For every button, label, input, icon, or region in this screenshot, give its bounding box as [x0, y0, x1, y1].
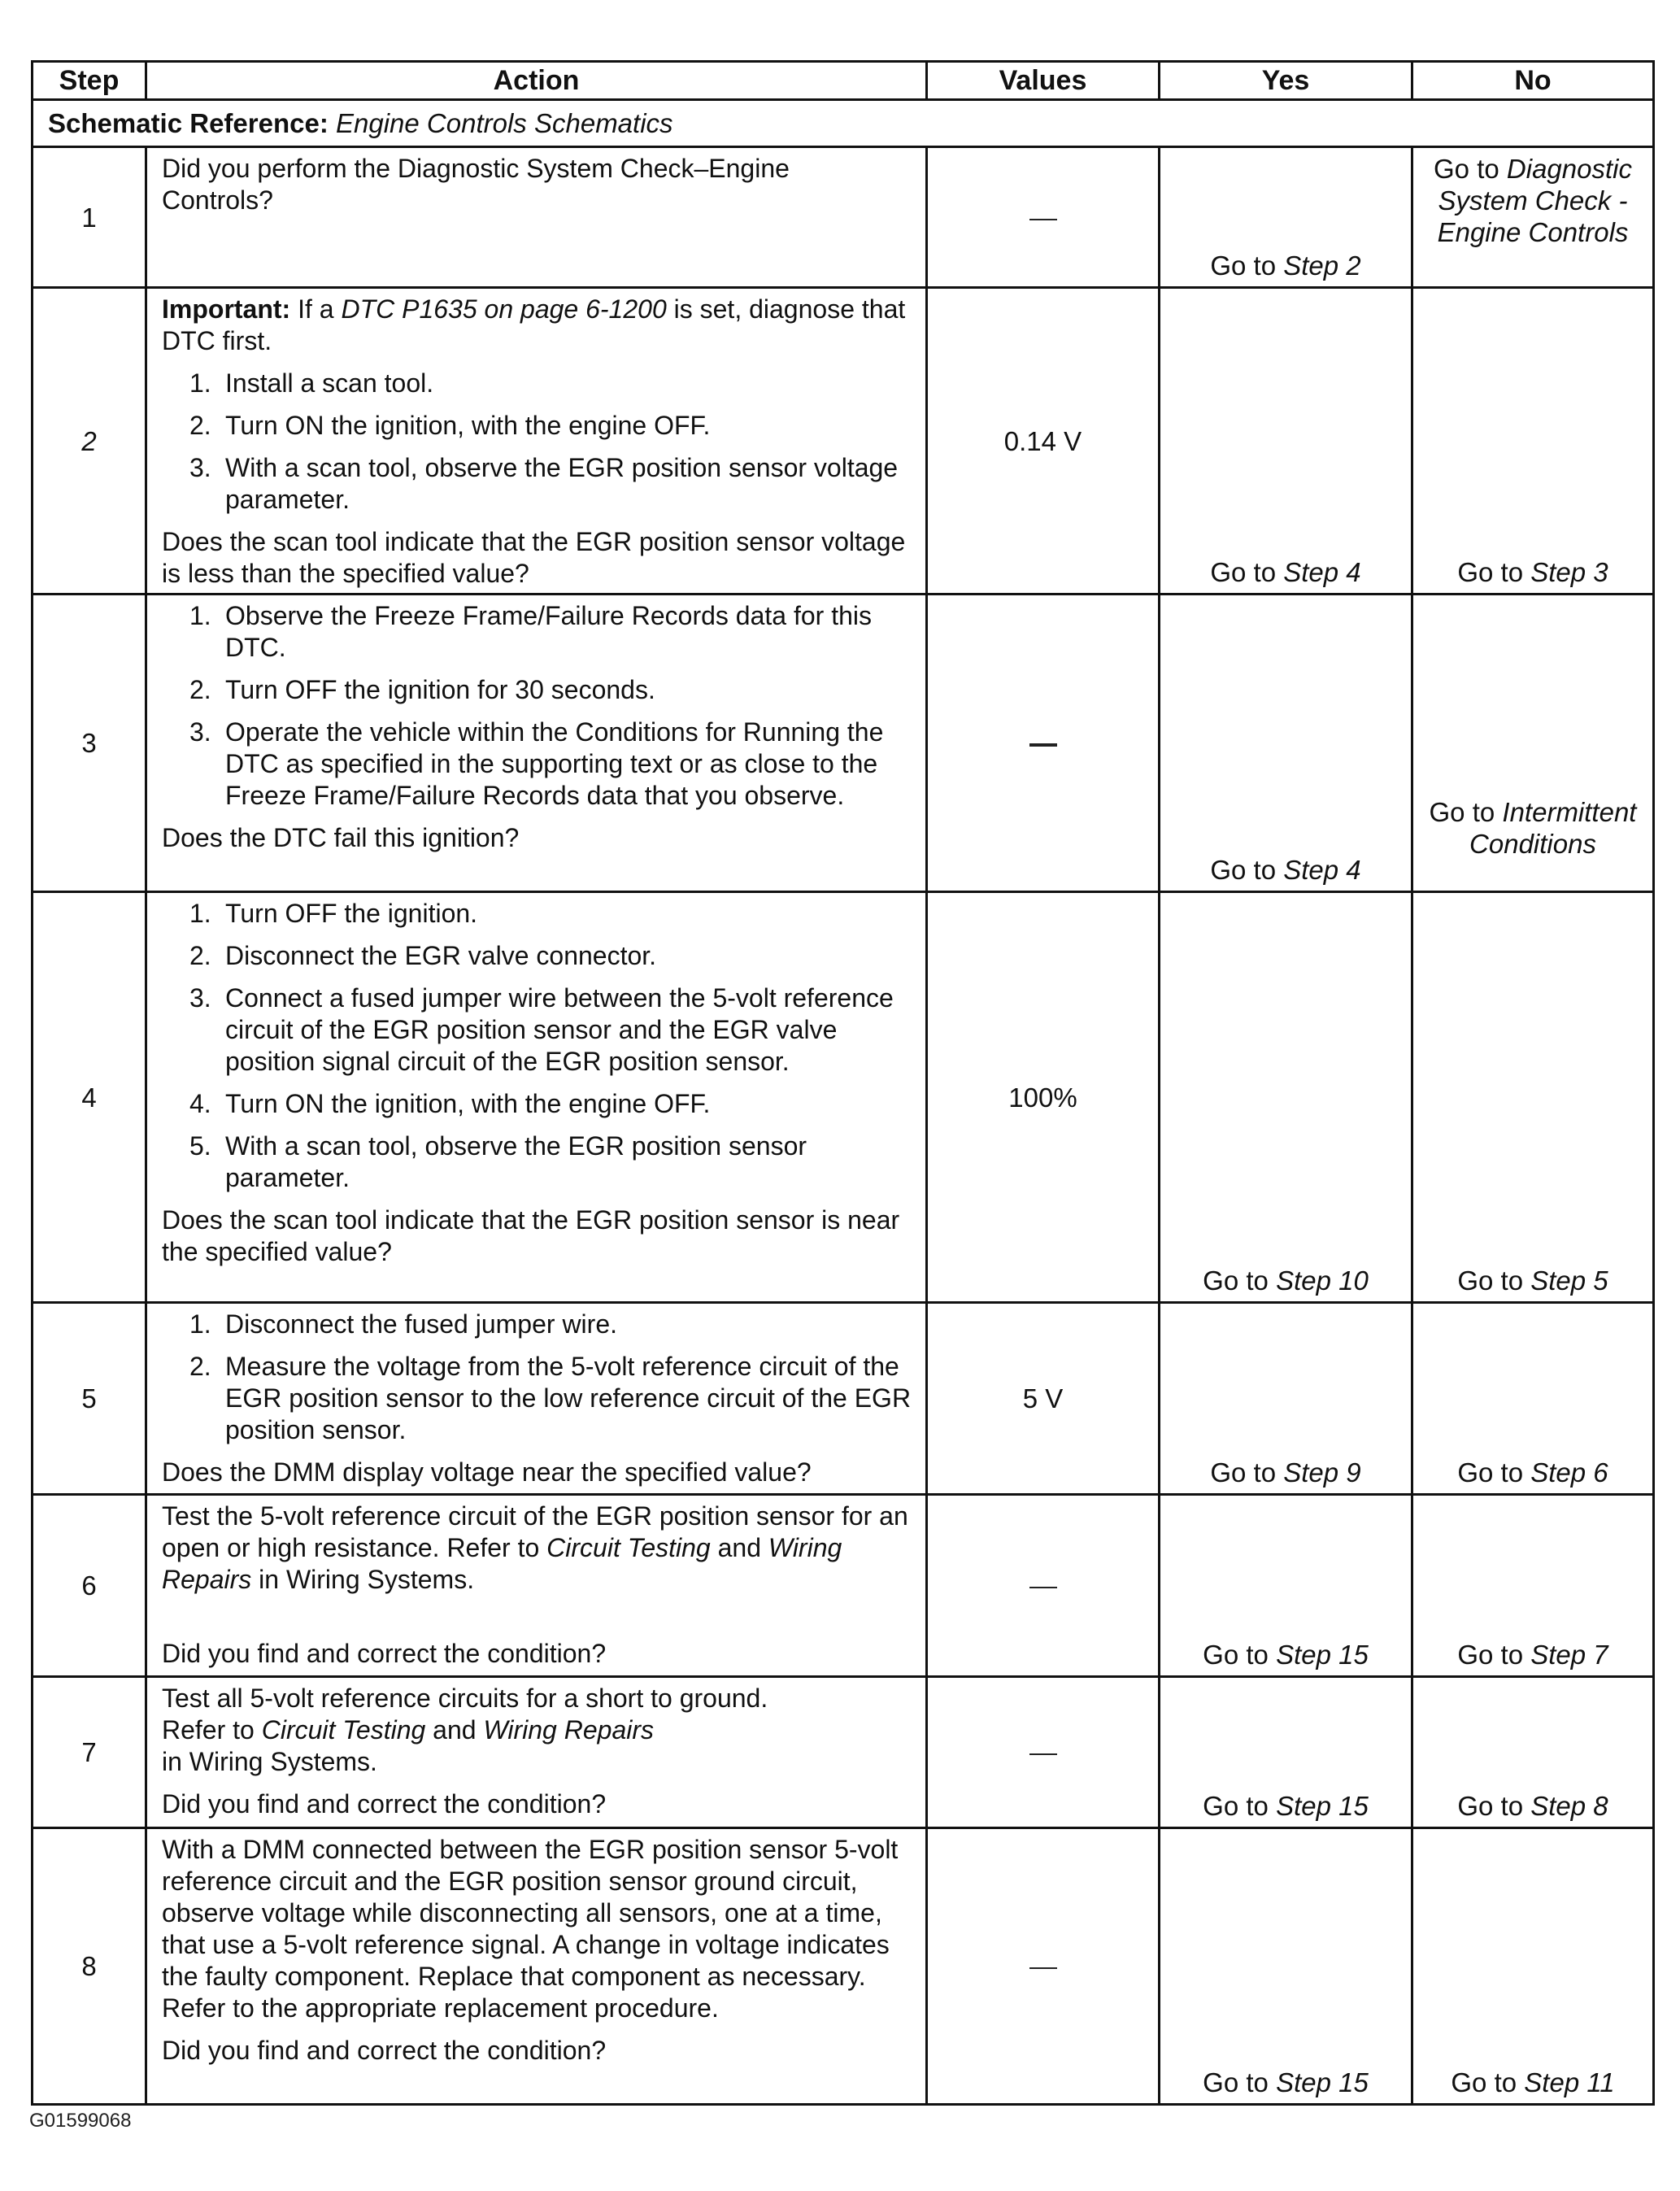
action-step-text: Turn ON the ignition, with the engine OFF. [225, 1089, 711, 1118]
no-cell [1412, 1677, 1654, 1828]
table-row [33, 288, 1654, 595]
no-cell [1412, 1303, 1654, 1495]
header-yes: Yes [1160, 62, 1412, 100]
action-cell [146, 1677, 927, 1828]
yes-link[interactable]: Step 15 [1276, 1791, 1369, 1821]
no-link[interactable]: Step 6 [1530, 1457, 1608, 1488]
action-question: Did you find and correct the condition? [162, 2036, 607, 2065]
value-cell: 5 V [927, 1303, 1160, 1495]
action-cell [146, 288, 927, 595]
no-prefix: Go to [1451, 2067, 1517, 2097]
diagnostic-table [31, 60, 1655, 2106]
yes-prefix: Go to [1203, 1640, 1269, 1670]
no-prefix: Go to [1457, 1457, 1524, 1488]
action-text-part: and [717, 1533, 761, 1562]
action-cell [146, 595, 927, 892]
yes-prefix: Go to [1203, 1265, 1269, 1296]
table-row [33, 892, 1654, 1303]
action-question: Did you find and correct the condition? [162, 1639, 607, 1668]
no-prefix: Go to [1457, 1265, 1524, 1296]
value-cell [927, 1495, 1160, 1677]
table-row [33, 147, 1654, 288]
header-values: Values [927, 62, 1160, 100]
yes-prefix: Go to [1210, 250, 1277, 281]
important-note [162, 294, 914, 357]
action-step-text: Turn ON the ignition, with the engine OFF. [225, 411, 711, 440]
step-number [33, 288, 146, 595]
action-text [162, 1501, 914, 1596]
action-step: 1. Observe the Freeze Frame/Failure Records data for this DTC. [189, 601, 872, 662]
action-text-part: and [433, 1715, 477, 1745]
circuit-testing-link[interactable]: Circuit Testing [546, 1533, 711, 1562]
action-cell [146, 147, 927, 288]
table-row [33, 1303, 1654, 1495]
action-question: Does the scan tool indicate that the EGR position sensor voltage is less than the specified value? [162, 527, 906, 588]
action-text: With a DMM connected between the EGR position sensor 5-volt reference circuit and the EGR position sensor ground circuit, observe voltage while disconnecting all sensors, one at a time, that use a 5-volt reference signal. A change in voltage indicates the faulty component. Replace that component as necessary. Refer to the appropriate replacement procedure. [162, 1835, 899, 2023]
yes-cell [1160, 1828, 1412, 2105]
yes-link[interactable]: Step 4 [1283, 855, 1361, 885]
action-text [162, 1714, 914, 1746]
action-question: Does the DMM display voltage near the specified value? [162, 1457, 812, 1487]
yes-cell [1160, 892, 1412, 1303]
yes-link[interactable]: Step 15 [1276, 1640, 1369, 1670]
action-step-text: With a scan tool, observe the EGR position sensor parameter. [225, 1131, 807, 1192]
action-text: Test all 5-volt reference circuits for a short to ground. [162, 1684, 768, 1713]
value-cell [927, 1828, 1160, 2105]
action-steps [162, 368, 914, 516]
step-number: 6 [33, 1495, 146, 1677]
wiring-repairs-link[interactable]: Wiring Repairs [162, 1533, 842, 1594]
yes-cell [1160, 288, 1412, 595]
action-question: Does the DTC fail this ignition? [162, 823, 520, 852]
header-step: Step [33, 62, 146, 100]
yes-cell [1160, 1677, 1412, 1828]
action-question: Did you find and correct the condition? [162, 1789, 607, 1819]
action-step-text: With a scan tool, observe the EGR position sensor voltage parameter. [225, 453, 899, 514]
schematic-link[interactable]: Engine Controls Schematics [336, 108, 673, 138]
step-number-text: 2 [81, 425, 97, 456]
yes-prefix: Go to [1203, 2067, 1269, 2097]
action-step: 2. Turn ON the ignition, with the engine OFF. [189, 411, 711, 440]
table-row [33, 1828, 1654, 2105]
step-number: 3 [33, 595, 146, 892]
action-step: 2. Measure the voltage from the 5-volt reference circuit of the EGR position sensor to the low reference circuit of the EGR position sensor. [189, 1352, 912, 1444]
no-link[interactable]: Step 11 [1524, 2067, 1615, 2097]
action-step: 3. Operate the vehicle within the Conditions for Running the DTC as specified in the supporting text or as close to the Freeze Frame/Failure Records data that you observe. [189, 717, 884, 810]
no-link[interactable]: Step 8 [1530, 1791, 1608, 1821]
yes-cell [1160, 1303, 1412, 1495]
no-cell [1412, 1495, 1654, 1677]
value-cell: 0.14 V [927, 288, 1160, 595]
no-prefix: Go to [1429, 797, 1495, 827]
action-step: 3. With a scan tool, observe the EGR position sensor voltage parameter. [189, 453, 899, 514]
action-step: 1. Install a scan tool. [189, 368, 434, 398]
yes-link[interactable]: Step 10 [1276, 1265, 1369, 1296]
dtc-link[interactable]: DTC P1635 on page 6-1200 [341, 294, 667, 324]
yes-prefix: Go to [1210, 855, 1277, 885]
dash-value [1029, 1967, 1057, 1969]
dash-value [1029, 1753, 1057, 1755]
action-cell [146, 1828, 927, 2105]
action-step-text: Operate the vehicle within the Conditions for Running the DTC as specified in the supporting text or as close to the Freeze Frame/Failure Records data that you observe. [225, 717, 884, 810]
action-steps [162, 898, 914, 1194]
dash-value [1029, 1587, 1057, 1588]
action-step-text: Connect a fused jumper wire between the 5-volt reference circuit of the EGR position sensor and the EGR valve position signal circuit of the EGR position sensor. [225, 983, 894, 1076]
dash-value [1029, 219, 1057, 220]
action-text-part: in Wiring Systems. [259, 1565, 475, 1594]
step-number: 5 [33, 1303, 146, 1495]
header-no: No [1412, 62, 1654, 100]
no-cell [1412, 595, 1654, 892]
no-prefix: Go to [1457, 1791, 1524, 1821]
table-row [33, 595, 1654, 892]
yes-cell [1160, 147, 1412, 288]
no-link[interactable]: Diagnostic System Check - Engine Controls [1437, 154, 1632, 247]
no-link[interactable]: Step 7 [1530, 1640, 1608, 1670]
no-link[interactable]: Step 5 [1530, 1265, 1608, 1296]
action-step-text: Disconnect the fused jumper wire. [225, 1309, 617, 1339]
action-cell [146, 1303, 927, 1495]
yes-cell [1160, 595, 1412, 892]
no-prefix: Go to [1457, 557, 1524, 587]
yes-link[interactable]: Step 2 [1283, 250, 1361, 281]
no-prefix: Go to [1457, 1640, 1524, 1670]
yes-link[interactable]: Step 9 [1283, 1457, 1361, 1488]
header-row [33, 62, 1654, 100]
header-action: Action [146, 62, 927, 100]
schematic-label: Schematic Reference: [48, 108, 329, 138]
action-step-text: Measure the voltage from the 5-volt reference circuit of the EGR position sensor to the low reference circuit of the EGR position sensor. [225, 1352, 912, 1444]
yes-prefix: Go to [1210, 557, 1277, 587]
yes-link[interactable]: Step 4 [1283, 557, 1361, 587]
yes-prefix: Go to [1210, 1457, 1277, 1488]
step-number: 8 [33, 1828, 146, 2105]
action-step: 5. With a scan tool, observe the EGR position sensor parameter. [189, 1131, 807, 1192]
action-step: 1. Disconnect the fused jumper wire. [189, 1309, 617, 1339]
action-step-text: Turn OFF the ignition. [225, 899, 478, 928]
no-link[interactable]: Intermittent Conditions [1469, 797, 1637, 859]
figure-code: G01599068 [29, 2110, 132, 2132]
action-step: 2. Turn OFF the ignition for 30 seconds. [189, 675, 655, 704]
no-cell [1412, 892, 1654, 1303]
action-cell [146, 892, 927, 1303]
important-pre: If a [298, 294, 334, 324]
circuit-testing-link[interactable]: Circuit Testing [261, 1715, 426, 1745]
action-text-part: Test the 5-volt reference circuit of the EGR position sensor for an open or high resistance. Refer to [162, 1501, 908, 1562]
action-cell [146, 1495, 927, 1677]
action-text: in Wiring Systems. [162, 1747, 377, 1776]
yes-link[interactable]: Step 15 [1276, 2067, 1369, 2097]
step-number: 1 [33, 147, 146, 288]
important-post: is set, diagnose that DTC first. [162, 294, 906, 355]
spacer [162, 1596, 914, 1638]
table-row [33, 1495, 1654, 1677]
action-steps [162, 1309, 914, 1446]
action-steps [162, 600, 914, 812]
action-step-text: Observe the Freeze Frame/Failure Records data for this DTC. [225, 601, 872, 662]
step-number: 4 [33, 892, 146, 1303]
schematic-reference-row [33, 100, 1654, 147]
schematic-reference [33, 100, 1654, 147]
value-cell: 100% [927, 892, 1160, 1303]
important-label: Important: [162, 294, 291, 324]
no-cell [1412, 1828, 1654, 2105]
action-step-text: Install a scan tool. [225, 368, 434, 398]
wiring-repairs-link[interactable]: Wiring Repairs [483, 1715, 654, 1745]
action-text: Did you perform the Diagnostic System Check–Engine [162, 154, 790, 183]
value-cell [927, 147, 1160, 288]
value-cell [927, 1677, 1160, 1828]
action-step: 2. Disconnect the EGR valve connector. [189, 941, 657, 970]
table-row [33, 1677, 1654, 1828]
action-text-part: Refer to [162, 1715, 255, 1745]
action-step-text: Disconnect the EGR valve connector. [225, 941, 657, 970]
action-question: Does the scan tool indicate that the EGR position sensor is near the specified value? [162, 1205, 900, 1266]
no-link[interactable]: Step 3 [1530, 557, 1608, 587]
action-step-text: Turn OFF the ignition for 30 seconds. [225, 675, 655, 704]
yes-prefix: Go to [1203, 1791, 1269, 1821]
action-text: Controls? [162, 185, 273, 215]
action-step: 4. Turn ON the ignition, with the engine OFF. [189, 1089, 711, 1118]
dash-value [1029, 743, 1057, 747]
step-number: 7 [33, 1677, 146, 1828]
action-step: 3. Connect a fused jumper wire between the 5-volt reference circuit of the EGR position sensor and the EGR valve position signal circuit of the EGR position sensor. [189, 983, 894, 1076]
value-cell [927, 595, 1160, 892]
action-step: 1. Turn OFF the ignition. [189, 899, 478, 928]
no-prefix: Go to [1434, 154, 1499, 184]
no-cell [1412, 288, 1654, 595]
yes-cell [1160, 1495, 1412, 1677]
no-cell [1412, 147, 1654, 288]
